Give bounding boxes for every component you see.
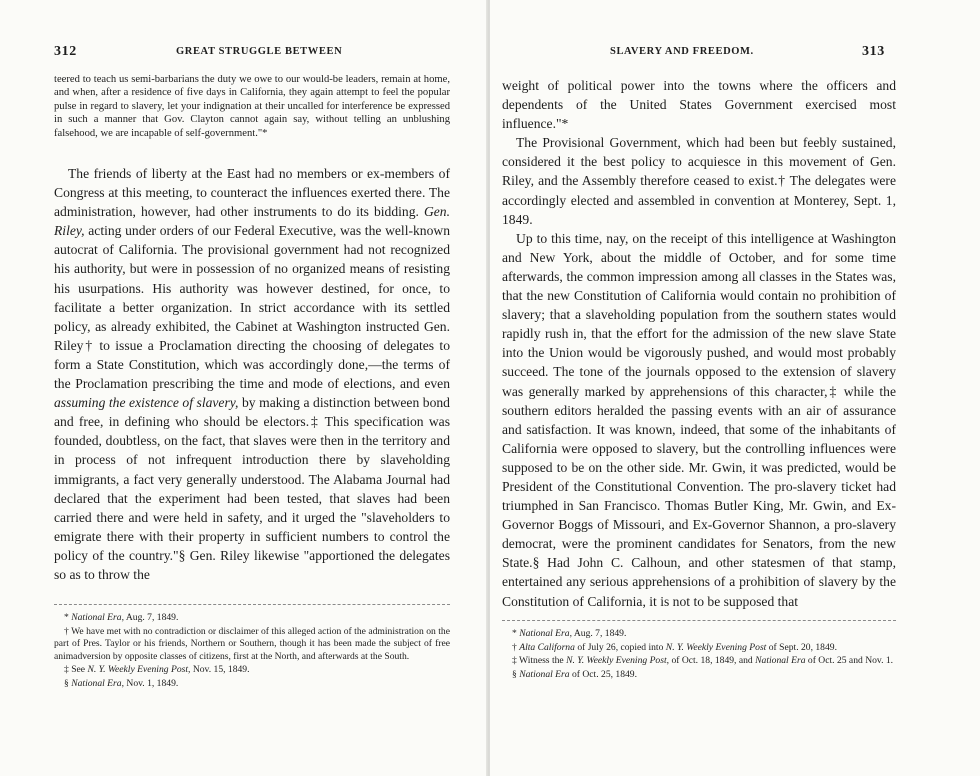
left-quote-block [54,73,450,140]
right-running-head [490,46,980,62]
right-running-title: SLAVERY AND FREEDOM. [610,46,754,57]
left-paragraph [54,164,450,584]
left-footnote-4 [54,678,450,691]
right-footnotes [502,628,896,682]
left-footnote-3 [54,664,450,677]
left-para-italic: assuming the existence of slavery, [54,395,239,411]
left-fn3-mark: ‡ See [64,664,86,676]
right-fn4-rest: of Oct. 25, 1849. [571,668,637,680]
left-para-part-b: acting under orders of our Federal Executive, was the well-known autocrat of California. The provisional government had not recognized his authority, but were in possession of no organized means of resisting his usurpations. His authority was however destined, for once, to facilitate a better organization. In strict accordance with its settled policy, as already exhibited, the Cabinet at Washington instructed Gen. Riley† to issue a Proclamation directing the choosing of delegates to form a State Constitution, which was accordingly done,—the terms of the Proclamation prescribing the time and mode of elections, and even [54,223,450,392]
left-fn4-rest: Nov. 1, 1849. [126,677,179,689]
right-footnote-1 [502,628,896,641]
right-fn1-mark: * [512,628,517,639]
right-footnote-3 [502,655,896,668]
left-footnotes [54,612,450,692]
left-fn3-source: N. Y. Weekly Evening Post, [87,664,191,676]
right-fn1-source: National Era, [519,628,572,639]
right-paragraph-3: Up to this time, nay, on the receipt of this intelligence at Washington and New York, about the middle of October, and for some time afterwards, the common impression among all classes in the States was, that the new Constitution of California would contain no prohibition of slavery; that a slaveholding population from the southern states would rapidly rush in, that the effort for the admission of the new slave State into the Union would be vigorously pushed, and would most probably succeed. The tone of the journals opposed to the extension of slavery was generally marked by apprehensions of this character,‡ while the southern editors heralded the passing events with an air of assurance and satisfaction. It was known, indeed, that some of the inhabitants of California were opposed to slavery, but the controlling influences were supposed to be on the other side. Mr. Gwin, it was predicted, would be President of the Constitutional Convention. The pro-slavery ticket had triumphed in San Francisco. Thomas Butler King, Mr. Gwin, and Ex-Governor Boggs of Missouri, and Ex-Governor Shannon, a pro-slavery democrat, were the prominent candidates for Senators, from the new State.§ Had John C. Calhoun, and other statesmen of that stamp, entertained any serious apprehensions of a prohibition of slavery by the Constitution of California, it is not to be supposed that [502,230,896,609]
left-fn4-source: National Era, [71,677,124,689]
left-page-number: 312 [54,44,77,59]
left-para-part-a: The friends of liberty at the East had no members or ex-members of Congress at this meeting, to counteract the influences exerted there. The administration, however, had other instruments to do its bidding. [54,166,450,220]
right-fn1-rest: Aug. 7, 1849. [573,628,627,639]
right-fn2-mid: of July 26, copied into [577,641,664,653]
right-fn3-mark: ‡ Witness the [512,655,564,667]
right-fn4-source: National Era [519,668,570,680]
right-fn2-rest: of Sept. 20, 1849. [768,641,837,653]
right-page [490,0,980,776]
right-continuation: weight of political power into the towns where the officers and dependents of the United States Government exercised most influence."* [502,78,896,132]
right-fn2-mark: † [512,641,517,653]
left-quote-text: teered to teach us semi-barbarians the duty we owe to our would-be leaders, remain at home, and when, after a residence of five days in California, they again attempt to feel the popular pulse in regard to slavery, let your indignation at their uncalled for interference be expressed in such a manner that Gov. Clayton cannot again say, without telling an unblushing falsehood, we are incapable of self-government."* [54,74,450,139]
left-fn4-mark: § [64,677,69,689]
left-body [54,164,450,584]
right-page-number: 313 [862,44,885,59]
left-fn1-source: National Era, [71,612,124,623]
right-footnote-4 [502,669,896,682]
right-fn4-mark: § [512,668,517,680]
left-footnote-1 [54,612,450,625]
right-body [502,76,896,611]
right-paragraph-2: The Provisional Government, which had been but feebly sustained, considered it the best policy to acquiesce in this movement of Gen. Riley, and the Assembly therefore ceased to exist.† The delegates were accordingly elected and assembled in convention at Monterey, Sept. 1, 1849. [502,135,896,227]
right-footnote-rule [502,620,896,621]
right-fn2-source-2: N. Y. Weekly Evening Post [665,641,767,653]
right-fn3-rest: of Oct. 25 and Nov. 1. [807,655,894,667]
left-footnote-2: † We have met with no contradiction or disclaimer of this alleged action of the administration on the part of Pres. Taylor or his friends, Northern or Southern, though it has been made the subject of free animadversion by opposite classes of citizens, first at the North, and afterwards at the South. [54,625,450,662]
right-fn3-source-2: National Era [755,655,806,667]
left-para-name: Gen. Riley, [54,204,450,239]
left-running-title: GREAT STRUGGLE BETWEEN [176,46,343,57]
left-page [0,0,488,776]
right-fn3-source: N. Y. Weekly Evening Post, [566,655,670,667]
left-fn3-rest: Nov. 15, 1849. [192,664,250,676]
right-footnote-2 [502,642,896,655]
left-footnote-rule [54,604,450,605]
left-fn1-rest: Aug. 7, 1849. [125,612,179,623]
left-para-part-c: by making a distinction between bond and free, in defining who should be electors.‡ This specification was founded, doubtless, on the fact, that slaves were then in the territory and in process of not infrequent introduction there by slaveholding immigrants, a fact very generally understood. The Alabama Journal had declared that the experiment had been tested, that slaves had been carried there and were held in safety, and it urged the "slaveholders to emigrate there with their property in sufficient numbers to control the policy of the country."§ Gen. Riley likewise "apportioned the delegates so as to throw the [54,395,450,582]
left-running-head [0,46,488,62]
left-fn1-mark: * [64,612,69,623]
right-fn2-source: Alta Californa [519,641,575,653]
right-fn3-mid: of Oct. 18, 1849, and [671,655,753,667]
